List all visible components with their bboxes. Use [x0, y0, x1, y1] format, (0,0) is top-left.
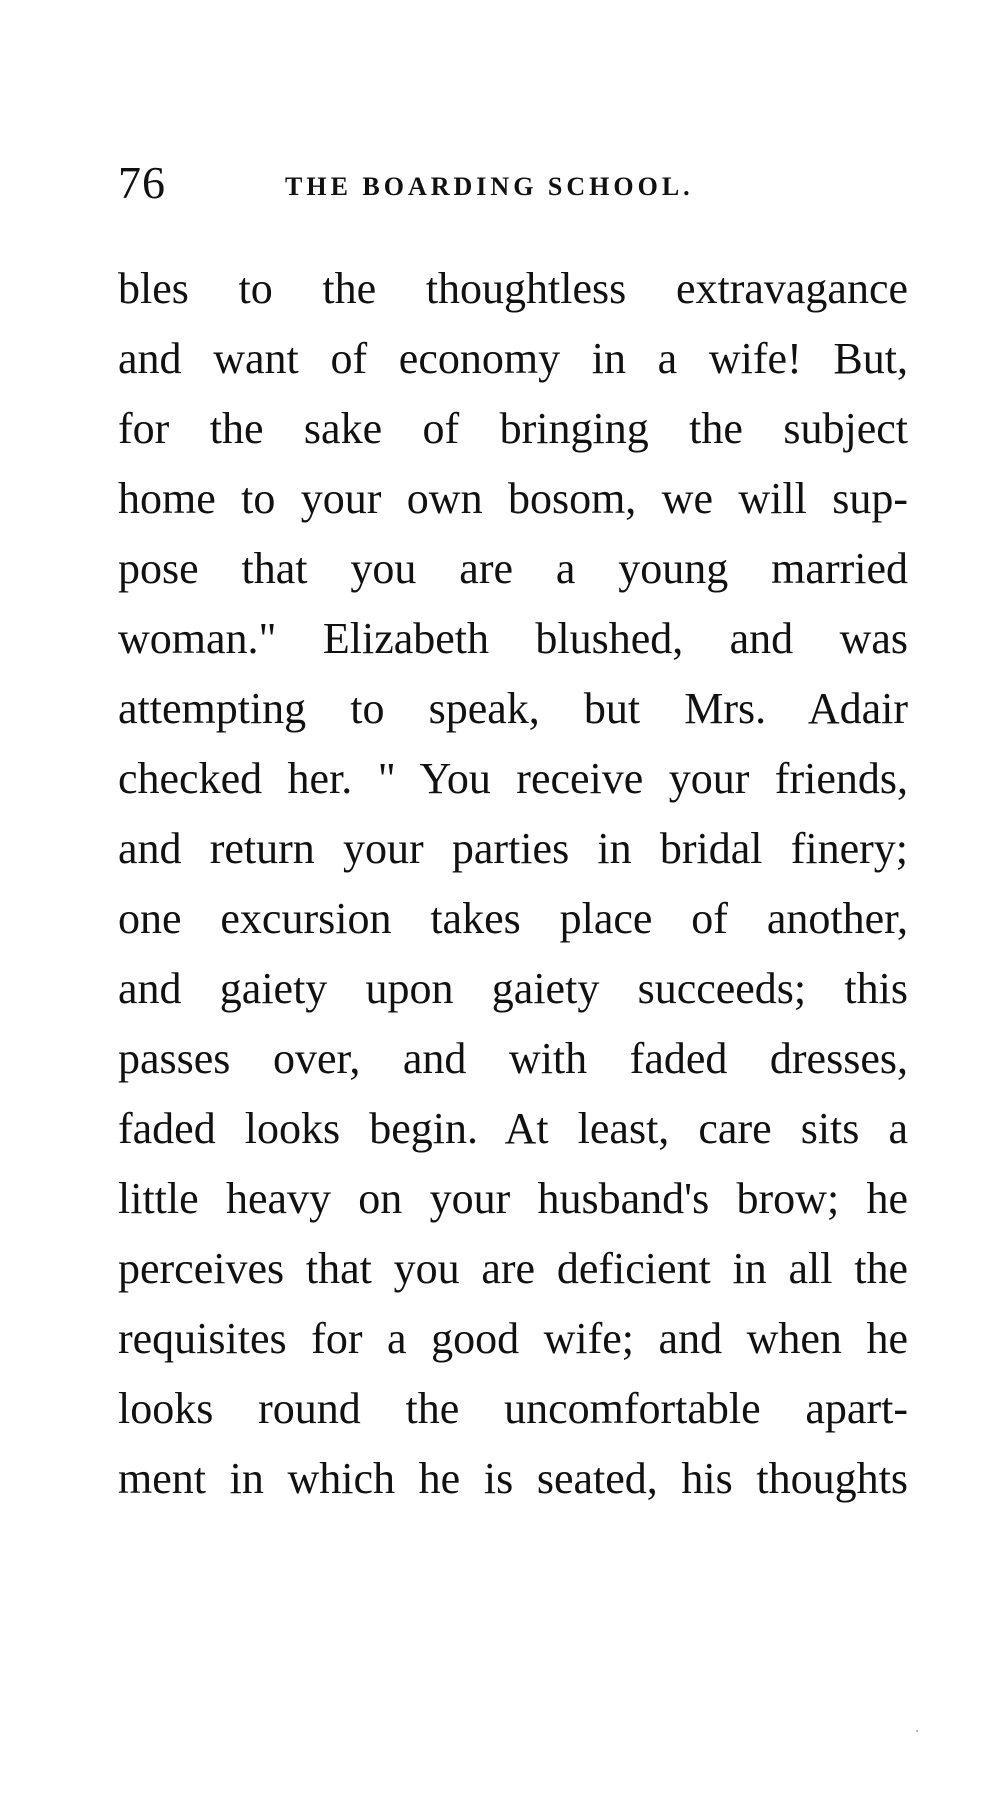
paper-speck [916, 1730, 918, 1732]
text-line: requisites for a good wife; and when he [118, 1314, 908, 1363]
text-line: home to your own bosom, we will sup- [118, 474, 908, 523]
text-line: bles to the thoughtless extravagance [118, 264, 908, 313]
text-line: and return your parties in bridal finery; [118, 824, 908, 873]
text-line: and want of economy in a wife! But, [118, 334, 908, 383]
page-number: 76 [118, 157, 166, 208]
text-line: and gaiety upon gaiety succeeds; this [118, 964, 908, 1013]
text-line: passes over, and with faded dresses, [118, 1034, 908, 1083]
text-line: one excursion takes place of another, [118, 894, 908, 943]
text-line: checked her. " You receive your friends, [118, 754, 908, 803]
body-text [118, 254, 908, 1514]
text-line: faded looks begin. At least, care sits a [118, 1104, 908, 1153]
text-line: little heavy on your husband's brow; he [118, 1174, 908, 1223]
text-line: attempting to speak, but Mrs. Adair [118, 684, 908, 733]
text-line: woman." Elizabeth blushed, and was [118, 614, 908, 663]
text-line: pose that you are a young married [118, 544, 908, 593]
text-line: for the sake of bringing the subject [118, 404, 908, 453]
text-line: ment in which he is seated, his thoughts [118, 1454, 908, 1503]
running-title: THE BOARDING SCHOOL. [285, 172, 694, 201]
text-line: perceives that you are deficient in all the [118, 1244, 908, 1293]
text-line: looks round the uncomfortable apart- [118, 1384, 908, 1433]
